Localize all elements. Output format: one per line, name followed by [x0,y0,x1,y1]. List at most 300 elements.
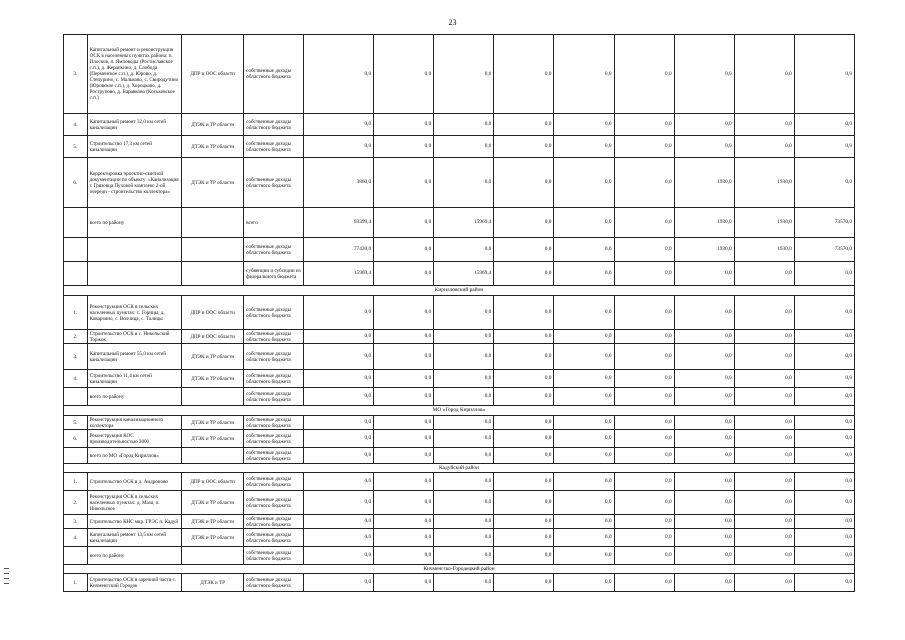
amount-cell: 0,0 [434,574,494,592]
measure-name: Строительство 11,4 км сетей канализации [87,370,181,388]
amount-cell: 0,0 [734,35,794,114]
responsible-executor: ДТЭК и ТР области [182,416,244,430]
amount-cell: 0,0 [494,529,554,547]
responsible-executor [182,547,244,565]
funding-source: собственные доходы областного бюджета [244,114,304,136]
amount-cell: 0,0 [794,330,854,344]
amount-cell: 0,0 [614,473,674,491]
measure-name: Капитальный ремонт и реконструкция ОСК в населенных пунктах района: п. Плосков, п. Ямповоды (Ростиславское с.п.), д. Жерапкино, д. Слобода (Перменское с.п.), д. Юрово, д. Степурино, с. Мальково, с. Свиродутино (Юровское с.п.), д. Хороцково, д. Рострупово, д. Варавково (Коськовское с.п.) [87,35,181,114]
measure-name: Реконструкция КОС производительностью 3000 [87,430,181,448]
funding-source: собственные доходы областного бюджета [244,35,304,114]
amount-cell: 0,0 [374,330,434,344]
amount-cell: 0,0 [304,296,374,330]
row-number: 3. [64,35,88,114]
amount-cell: 0,0 [554,430,614,448]
amount-cell: 0,0 [434,296,494,330]
measure-name: Капитальный ремонт 55,0 км сетей канализации [87,344,181,370]
amount-cell: 0,0 [614,416,674,430]
row-number [64,388,88,406]
amount-cell: 0,0 [494,158,554,208]
amount-cell: 0,0 [794,136,854,158]
amount-cell: 0,0 [494,114,554,136]
row-number [64,448,88,464]
amount-cell: 0,0 [614,491,674,515]
amount-cell: 77430,0 [304,238,374,262]
responsible-executor: ДПР и ООС области [182,296,244,330]
amount-cell: 0,0 [434,114,494,136]
table-row [64,574,855,592]
measure-name: Капитальный ремонт 13,5 км сетей канализации [87,529,181,547]
measure-name: Реконструкция ОСК в сельских населенных пунктах: д. Маза, п. Никольское [87,491,181,515]
measure-name: всего по МО «Город Кириллов» [87,448,181,464]
table-row [64,262,855,286]
amount-cell: 0,0 [304,370,374,388]
amount-cell: 0,0 [734,430,794,448]
amount-cell: 0,0 [674,515,734,529]
row-number: 1. [64,574,88,592]
responsible-executor: ДТЭК и ТР области [182,344,244,370]
amount-cell: 0,0 [554,344,614,370]
amount-cell: 0,0 [554,515,614,529]
amount-cell: 0,0 [794,529,854,547]
amount-cell: 0,0 [674,448,734,464]
row-number: 5. [64,416,88,430]
amount-cell: 0,0 [614,136,674,158]
amount-cell: 0,0 [494,416,554,430]
amount-cell: 0,0 [734,547,794,565]
responsible-executor: ДПР и ООС области [182,35,244,114]
measure-name: Строительство 17,3 км сетей канализации [87,136,181,158]
margin-marks [4,568,10,588]
amount-cell: 0,0 [794,262,854,286]
funding-source: собственные доходы областного бюджета [244,515,304,529]
amount-cell: 0,0 [494,238,554,262]
measure-name: Реконструкция канализационного коллектора [87,416,181,430]
table-row [64,296,855,330]
measure-name [87,262,181,286]
amount-cell: 0,0 [794,430,854,448]
amount-cell: 0,0 [374,296,434,330]
amount-cell: 0,0 [734,416,794,430]
amount-cell: 0,0 [614,238,674,262]
funding-source: собственные доходы областного бюджета [244,473,304,491]
amount-cell: 0,0 [674,388,734,406]
amount-cell: 0,0 [374,370,434,388]
amount-cell: 0,0 [734,388,794,406]
section-title: Кадуйский район [64,464,855,473]
amount-cell: 0,0 [734,136,794,158]
amount-cell: 0,0 [734,491,794,515]
table-body [64,35,855,592]
amount-cell: 0,0 [674,529,734,547]
amount-cell: 0,0 [794,35,854,114]
row-number: 4. [64,529,88,547]
amount-cell: 0,0 [734,448,794,464]
amount-cell: 0,0 [304,344,374,370]
amount-cell: 0,0 [614,448,674,464]
amount-cell: 0,0 [374,262,434,286]
amount-cell: 0,0 [304,574,374,592]
responsible-executor: ДПР и ООС области [182,330,244,344]
responsible-executor [182,448,244,464]
amount-cell: 0,0 [554,158,614,208]
amount-cell: 0,0 [734,529,794,547]
amount-cell: 0,0 [494,388,554,406]
funding-source: собственные доходы областного бюджета [244,370,304,388]
measure-name: всего по району [87,208,181,238]
amount-cell: 0,0 [734,515,794,529]
amount-cell: 0,0 [674,547,734,565]
amount-cell: 0,0 [304,491,374,515]
amount-cell: 0,0 [434,238,494,262]
amount-cell: 0,0 [304,448,374,464]
amount-cell: 0,0 [304,388,374,406]
measure-name: Строительство КНС мкр. ГРЭС п. Кадуй [87,515,181,529]
funding-source: собственные доходы областного бюджета [244,416,304,430]
amount-cell: 0,0 [614,430,674,448]
amount-cell: 0,0 [734,574,794,592]
row-number [64,238,88,262]
amount-cell: 0,0 [554,262,614,286]
amount-cell: 0,0 [494,547,554,565]
row-number: 1. [64,296,88,330]
amount-cell: 0,0 [734,262,794,286]
amount-cell: 0,0 [304,515,374,529]
amount-cell: 0,0 [674,35,734,114]
amount-cell: 0,0 [434,158,494,208]
amount-cell: 0,0 [304,473,374,491]
table-row [64,388,855,406]
amount-cell: 0,0 [794,296,854,330]
section-title: Кирилловский район [64,286,855,296]
amount-cell: 0,0 [374,430,434,448]
amount-cell: 0,0 [494,430,554,448]
amount-cell: 0,0 [674,296,734,330]
funding-source: собственные доходы областного бюджета [244,574,304,592]
amount-cell: 0,0 [614,296,674,330]
amount-cell: 0,0 [674,416,734,430]
table-row [64,344,855,370]
row-number: 3. [64,344,88,370]
responsible-executor: ДТЭК и ТР области [182,158,244,208]
section-header-row [64,286,855,296]
amount-cell: 1930,0 [674,158,734,208]
responsible-executor [182,388,244,406]
amount-cell: 0,0 [434,547,494,565]
amount-cell: 0,0 [554,114,614,136]
amount-cell: 0,0 [554,547,614,565]
funding-source: собственные доходы областного бюджета [244,296,304,330]
amount-cell: 0,0 [794,574,854,592]
amount-cell: 0,0 [554,388,614,406]
funding-source: собственные доходы областного бюджета [244,448,304,464]
amount-cell: 1930,0 [734,158,794,208]
section-header-row [64,406,855,416]
amount-cell: 0,0 [794,388,854,406]
row-number: 1. [64,473,88,491]
measure-name [87,238,181,262]
row-number: 4. [64,114,88,136]
amount-cell: 0,0 [794,416,854,430]
table-row [64,430,855,448]
amount-cell: 0,0 [674,430,734,448]
table-row [64,515,855,529]
amount-cell: 1930,0 [734,208,794,238]
amount-cell: 0,0 [374,529,434,547]
amount-cell: 0,0 [734,344,794,370]
table-row [64,330,855,344]
table-row [64,547,855,565]
amount-cell: 0,0 [674,136,734,158]
table-row [64,136,855,158]
amount-cell: 0,0 [674,574,734,592]
row-number: 6. [64,430,88,448]
measure-name: Капитальный ремонт 32,0 км сетей канализации [87,114,181,136]
amount-cell: 0,0 [554,35,614,114]
page-number: 23 [448,18,457,27]
amount-cell: 0,0 [304,114,374,136]
amount-cell: 0,0 [794,547,854,565]
measure-name: Строительство ОСК в с. Никольский Торжок [87,330,181,344]
amount-cell: 0,0 [304,529,374,547]
amount-cell: 0,0 [434,388,494,406]
section-header-row [64,565,855,574]
amount-cell: 0,0 [554,208,614,238]
amount-cell: 0,0 [734,114,794,136]
amount-cell: 0,0 [374,136,434,158]
amount-cell: 0,0 [374,114,434,136]
measure-name: Строительство ОСК в заречной части с. Кичменгский Городок [87,574,181,592]
amount-cell: 0,0 [794,473,854,491]
amount-cell: 0,0 [554,473,614,491]
amount-cell: 0,0 [734,473,794,491]
amount-cell: 0,0 [614,388,674,406]
table-row [64,448,855,464]
amount-cell: 0,0 [494,491,554,515]
funding-source: собственные доходы областного бюджета [244,430,304,448]
funding-source: собственные доходы областного бюджета [244,388,304,406]
amount-cell: 1930,0 [674,208,734,238]
amount-cell: 0,0 [374,158,434,208]
table-row [64,238,855,262]
amount-cell: 0,0 [674,114,734,136]
amount-cell: 0,0 [674,491,734,515]
responsible-executor [182,208,244,238]
funding-source: собственные доходы областного бюджета [244,547,304,565]
amount-cell: 0,0 [374,344,434,370]
amount-cell: 0,0 [794,448,854,464]
amount-cell: 0,0 [554,136,614,158]
amount-cell: 0,0 [304,35,374,114]
amount-cell: 15969,4 [434,262,494,286]
row-number: 3. [64,515,88,529]
funding-source: собственные доходы областного бюджета [244,158,304,208]
amount-cell: 0,0 [434,344,494,370]
row-number: 2. [64,330,88,344]
amount-cell: 0,0 [614,208,674,238]
amount-cell: 0,0 [614,515,674,529]
amount-cell: 0,0 [494,448,554,464]
responsible-executor: ДТЭК и ТР области [182,430,244,448]
row-number: 6. [64,158,88,208]
table-row [64,491,855,515]
budget-table [63,34,855,592]
row-number: 2. [64,491,88,515]
table-row [64,208,855,238]
row-number [64,262,88,286]
amount-cell: 0,0 [374,238,434,262]
amount-cell: 0,0 [304,416,374,430]
section-title: МО «Город Кириллов» [64,406,855,416]
amount-cell: 0,0 [374,515,434,529]
amount-cell: 0,0 [434,491,494,515]
amount-cell: 0,0 [494,344,554,370]
amount-cell: 0,0 [794,370,854,388]
table-row [64,158,855,208]
amount-cell: 0,0 [304,430,374,448]
responsible-executor [182,262,244,286]
responsible-executor: ДПР и ООС области [182,473,244,491]
amount-cell: 3860,0 [304,158,374,208]
amount-cell: 0,0 [374,35,434,114]
amount-cell: 0,0 [494,473,554,491]
table-row [64,35,855,114]
amount-cell: 0,0 [614,35,674,114]
amount-cell: 0,0 [614,574,674,592]
funding-source: собственные доходы областного бюджета [244,136,304,158]
amount-cell: 0,0 [614,547,674,565]
amount-cell: 0,0 [674,262,734,286]
amount-cell: 0,0 [554,370,614,388]
amount-cell: 0,0 [434,529,494,547]
amount-cell: 0,0 [554,448,614,464]
amount-cell: 0,0 [494,330,554,344]
table-row [64,416,855,430]
amount-cell: 0,0 [494,35,554,114]
amount-cell: 0,0 [434,370,494,388]
funding-source: собственные доходы областного бюджета [244,529,304,547]
amount-cell: 1930,0 [734,238,794,262]
amount-cell: 0,0 [494,515,554,529]
amount-cell: 0,0 [374,574,434,592]
amount-cell: 0,0 [434,136,494,158]
responsible-executor: ДТЭК и ТР области [182,136,244,158]
amount-cell: 0,0 [794,158,854,208]
amount-cell: 0,0 [794,491,854,515]
responsible-executor: ДТЭК и ТР области [182,370,244,388]
amount-cell: 0,0 [434,473,494,491]
amount-cell: 0,0 [374,448,434,464]
amount-cell: 15969,4 [434,208,494,238]
amount-cell: 0,0 [494,574,554,592]
row-number [64,208,88,238]
amount-cell: 0,0 [374,208,434,238]
amount-cell: 0,0 [614,262,674,286]
amount-cell: 0,0 [434,430,494,448]
section-header-row [64,464,855,473]
section-title: Кичменгско-Городецкий район [64,565,855,574]
amount-cell: 0,0 [304,330,374,344]
amount-cell: 0,0 [494,296,554,330]
measure-name: Корректировка проектно-сметной документации по объекту: «Канализация г. Грязовца Пуховой комплекс 2-ой очереди - строительство коллектора» [87,158,181,208]
funding-source: субвенции и субсидии из федерального бюджета [244,262,304,286]
measure-name: всего по району [87,547,181,565]
funding-source: собственные доходы областного бюджета [244,491,304,515]
amount-cell: 0,0 [434,515,494,529]
funding-source: собственные доходы областного бюджета [244,238,304,262]
amount-cell: 0,0 [614,158,674,208]
amount-cell: 0,0 [374,416,434,430]
table-row [64,473,855,491]
amount-cell: 73570,0 [794,208,854,238]
measure-name: Реконструкция ОСК в сельских населенных пунктах: с. Горицы, д. Коварзино, с. Волчица, с. Талицы [87,296,181,330]
amount-cell: 0,0 [614,370,674,388]
amount-cell: 0,0 [434,35,494,114]
amount-cell: 0,0 [434,416,494,430]
row-number [64,547,88,565]
amount-cell: 0,0 [374,388,434,406]
amount-cell: 0,0 [674,473,734,491]
amount-cell: 0,0 [494,208,554,238]
amount-cell: 0,0 [734,370,794,388]
amount-cell: 0,0 [794,114,854,136]
row-number: 4. [64,370,88,388]
amount-cell: 0,0 [614,114,674,136]
amount-cell: 0,0 [554,330,614,344]
amount-cell: 0,0 [554,574,614,592]
responsible-executor: ДТЭК и ТР области [182,491,244,515]
amount-cell: 0,0 [554,491,614,515]
amount-cell: 0,0 [374,547,434,565]
responsible-executor [182,238,244,262]
amount-cell: 0,0 [434,330,494,344]
amount-cell: 0,0 [374,473,434,491]
responsible-executor: ДТЭК и ТР области [182,114,244,136]
amount-cell: 0,0 [554,416,614,430]
amount-cell: 0,0 [304,136,374,158]
table-row [64,529,855,547]
amount-cell: 93399,4 [304,208,374,238]
amount-cell: 0,0 [494,262,554,286]
responsible-executor: ДТЭК и ТР области [182,529,244,547]
table-row [64,114,855,136]
row-number: 5. [64,136,88,158]
funding-source: всего [244,208,304,238]
amount-cell: 1930,0 [674,238,734,262]
amount-cell: 0,0 [494,136,554,158]
amount-cell: 73570,0 [794,238,854,262]
amount-cell: 0,0 [614,344,674,370]
amount-cell: 0,0 [674,330,734,344]
measure-name: всего по району [87,388,181,406]
measure-name: Строительство ОСК в д. Андроново [87,473,181,491]
amount-cell: 0,0 [554,296,614,330]
amount-cell: 0,0 [554,529,614,547]
table-row [64,370,855,388]
amount-cell: 0,0 [434,448,494,464]
amount-cell: 0,0 [734,330,794,344]
amount-cell: 0,0 [494,370,554,388]
amount-cell: 0,0 [734,296,794,330]
funding-source: собственные доходы областного бюджета [244,330,304,344]
amount-cell: 0,0 [304,547,374,565]
amount-cell: 0,0 [374,491,434,515]
amount-cell: 15969,4 [304,262,374,286]
amount-cell: 0,0 [674,344,734,370]
amount-cell: 0,0 [554,238,614,262]
responsible-executor: ДТЭК и ТР области [182,515,244,529]
amount-cell: 0,0 [614,330,674,344]
